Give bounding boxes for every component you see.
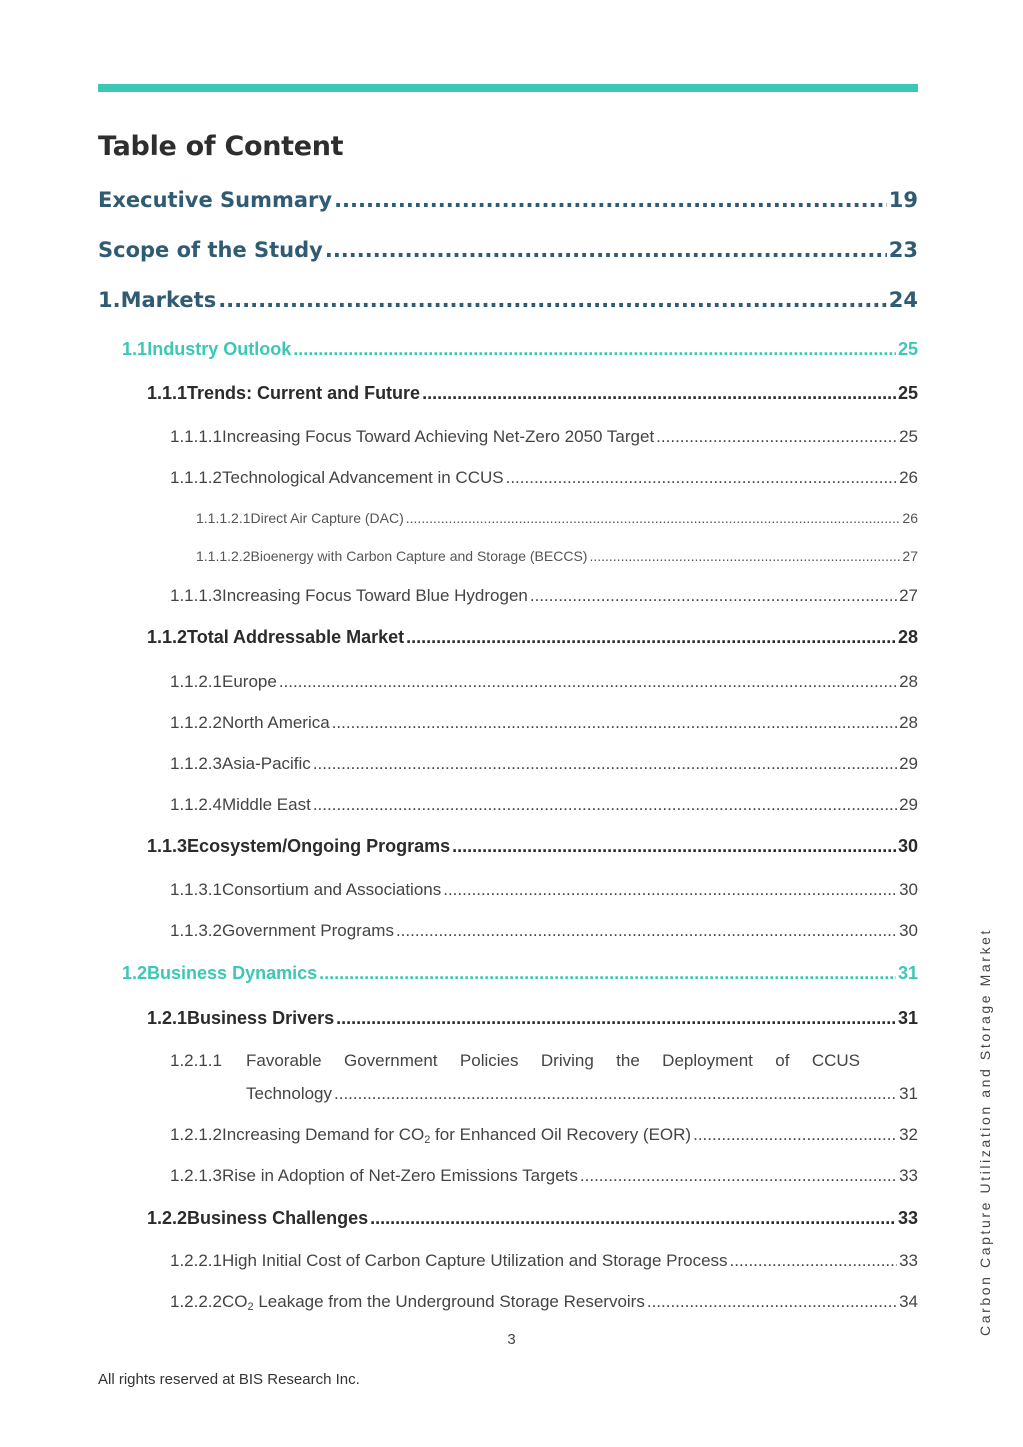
toc-leader-dots (336, 1008, 896, 1029)
toc-entry-number: 1.1.1.3 (170, 586, 222, 605)
toc-entry-page: 28 (899, 713, 918, 732)
toc-entry-high-initial-cost[interactable] (170, 1251, 918, 1271)
toc-word: CCUS (811, 1051, 860, 1070)
toc-entry-business-challenges[interactable] (147, 1208, 918, 1229)
toc-entry-number: 1.2.2.1 (170, 1251, 222, 1270)
toc-text-part: Leakage from the Underground Storage Reservoirs (253, 1292, 645, 1311)
toc-entry-europe[interactable] (170, 672, 918, 692)
toc-entry-middle-east[interactable] (170, 795, 918, 815)
toc-entry-co2-demand-eor[interactable] (170, 1125, 918, 1146)
toc-entry-page: 23 (888, 238, 918, 262)
toc-entry-business-dynamics[interactable] (122, 963, 918, 984)
toc-leader-dots (218, 288, 887, 312)
toc-entry-text: Business Drivers (187, 1008, 335, 1028)
toc-text-part: CO (222, 1292, 248, 1311)
toc-entry-text: Scope of the Study (98, 238, 323, 262)
toc-entry-number: 1.1.2.2 (170, 713, 222, 732)
toc-entry-page: 26 (899, 468, 918, 487)
toc-entry-text: Increasing Focus Toward Blue Hydrogen (222, 586, 528, 605)
toc-entry-page: 31 (899, 1084, 918, 1103)
toc-word: Policies (459, 1051, 519, 1070)
toc-entry-page: 27 (902, 548, 918, 564)
toc-leader-dots (406, 627, 896, 648)
toc-leader-dots (580, 1166, 897, 1186)
toc-entry-text: Ecosystem/Ongoing Programs (187, 836, 451, 856)
subscript: 2 (247, 1301, 254, 1313)
top-accent-bar (98, 84, 918, 92)
toc-entry-page: 33 (899, 1166, 918, 1185)
toc-entry-markets[interactable] (98, 288, 918, 312)
toc-entry-text (222, 1292, 645, 1313)
toc-word: Favorable (246, 1051, 322, 1070)
toc-entry-page: 28 (897, 627, 918, 647)
toc-entry-number: 1.1.2.4 (170, 795, 222, 814)
toc-word: Driving (540, 1051, 594, 1070)
toc-entry-number: 1.1.2.3 (170, 754, 222, 773)
toc-entry-net-zero-adoption[interactable] (170, 1166, 918, 1186)
toc-entry-text: Technological Advancement in CCUS (222, 468, 504, 487)
toc-entry-page: 28 (899, 672, 918, 691)
toc-entry-page: 25 (897, 383, 918, 403)
toc-entry-page: 29 (899, 795, 918, 814)
toc-leader-dots (293, 339, 896, 360)
toc-entry-dac[interactable] (196, 510, 918, 526)
toc-entry-page: 30 (899, 880, 918, 899)
toc-entry-number: 1.1.1.1 (170, 427, 222, 446)
toc-entry-number: 1.2.1 (147, 1008, 188, 1028)
toc-entry-number: 1.2.1.2 (170, 1125, 222, 1144)
toc-leader-dots (647, 1292, 897, 1312)
toc-entry-text: Bioenergy with Carbon Capture and Storage (BECCS) (250, 548, 588, 564)
toc-entry-page: 31 (897, 963, 918, 983)
toc-entry-text: Business Challenges (187, 1208, 369, 1228)
toc-entry-text: Middle East (222, 795, 311, 814)
toc-entry-text: Consortium and Associations (222, 880, 442, 899)
toc-entry-net-zero-focus[interactable] (170, 427, 918, 447)
toc-leader-dots (313, 795, 897, 815)
toc-entry-number: 1.1.3 (147, 836, 188, 856)
toc-entry-number: 1.1.3.2 (170, 921, 222, 940)
toc-leader-dots (332, 713, 897, 733)
toc-entry-number: 1.1.1.2 (170, 468, 222, 487)
toc-entry-ecosystem[interactable] (147, 836, 918, 857)
toc-entry-blue-hydrogen[interactable] (170, 586, 918, 606)
toc-entry-page: 26 (902, 510, 918, 526)
toc-word: Government (343, 1051, 438, 1070)
toc-entry-consortium[interactable] (170, 880, 918, 900)
toc-entry-text: Total Addressable Market (187, 627, 405, 647)
toc-leader-dots (406, 510, 901, 526)
toc-entry-beccs[interactable] (196, 548, 918, 564)
toc-entry-north-america[interactable] (170, 713, 918, 733)
toc-entry-text: High Initial Cost of Carbon Capture Utilization and Storage Process (222, 1251, 728, 1270)
toc-entry-executive-summary[interactable] (98, 188, 918, 212)
subscript: 2 (424, 1134, 431, 1146)
side-report-title: Carbon Capture Utilization and Storage Market (977, 927, 993, 1336)
toc-entry-page: 33 (899, 1251, 918, 1270)
toc-leader-dots (279, 672, 897, 692)
toc-leader-dots (319, 963, 896, 984)
toc-entry-text: Increasing Focus Toward Achieving Net-Zero 2050 Target (222, 427, 655, 446)
toc-entry-number: 1.2.1.1 (170, 1051, 222, 1070)
toc-entry-number: 1.2.2.2 (170, 1292, 222, 1311)
toc-entry-number: 1.1.2 (147, 627, 188, 647)
toc-leader-dots (443, 880, 897, 900)
toc-word: Deployment (662, 1051, 753, 1070)
toc-entry-page: 19 (888, 188, 918, 212)
toc-entry-page: 30 (899, 921, 918, 940)
toc-entry-tam[interactable] (147, 627, 918, 648)
footer-copyright: All rights reserved at BIS Research Inc. (98, 1371, 360, 1388)
toc-entry-scope-of-study[interactable] (98, 238, 918, 262)
toc-entry-number: 1.1.1.2.2 (196, 548, 251, 564)
toc-leader-dots (313, 754, 897, 774)
toc-entry-text (222, 1125, 691, 1146)
toc-entry-text: Markets (120, 288, 217, 312)
toc-entry-number: 1.2 (122, 963, 148, 983)
toc-entry-number: 1. (98, 288, 121, 312)
toc-entry-government-programs[interactable] (170, 921, 918, 941)
toc-leader-dots (656, 427, 897, 447)
toc-entry-text-line2 (246, 1084, 918, 1104)
toc-entry-business-drivers[interactable] (147, 1008, 918, 1029)
toc-entry-number: 1.2.2 (147, 1208, 188, 1228)
toc-entry-text-line1 (246, 1051, 860, 1071)
toc-entry-page: 33 (897, 1208, 918, 1228)
toc-leader-dots (693, 1125, 897, 1145)
toc-word: the (616, 1051, 640, 1070)
toc-entry-page: 27 (899, 586, 918, 605)
toc-entry-text: North America (222, 713, 330, 732)
toc-entry-text: Trends: Current and Future (187, 383, 421, 403)
toc-entry-page: 34 (899, 1292, 918, 1311)
toc-entry-tech-advancement[interactable] (170, 468, 918, 488)
toc-leader-dots (452, 836, 896, 857)
toc-entry-page: 25 (899, 427, 918, 446)
toc-entry-number: 1.1 (122, 339, 148, 359)
toc-leader-dots (589, 548, 900, 564)
toc-entry-text: Business Dynamics (147, 963, 318, 983)
toc-leader-dots (730, 1251, 898, 1271)
toc-leader-dots (396, 921, 897, 941)
toc-entry-text: Industry Outlook (147, 339, 292, 359)
toc-entry-trends[interactable] (147, 383, 918, 404)
toc-entry-text: Asia-Pacific (222, 754, 311, 773)
toc-entry-text: Government Programs (222, 921, 394, 940)
toc-entry-text: Executive Summary (98, 188, 333, 212)
page-number: 3 (507, 1331, 516, 1348)
toc-entry-number: 1.2.1.3 (170, 1166, 222, 1185)
toc-entry-number: 1.1.2.1 (170, 672, 222, 691)
toc-text-part: Increasing Demand for CO (222, 1125, 425, 1144)
page-title: Table of Content (98, 131, 344, 162)
toc-entry-text: Direct Air Capture (DAC) (250, 510, 404, 526)
toc-entry-asia-pacific[interactable] (170, 754, 918, 774)
toc-entry-text: Technology (246, 1084, 333, 1103)
toc-entry-page: 29 (899, 754, 918, 773)
toc-leader-dots (370, 1208, 896, 1229)
toc-entry-number: 1.1.1 (147, 383, 188, 403)
toc-entry-page: 32 (899, 1125, 918, 1144)
toc-word: of (775, 1051, 790, 1070)
toc-entry-number: 1.1.1.2.1 (196, 510, 251, 526)
toc-entry-text: Europe (222, 672, 277, 691)
toc-entry-page: 25 (897, 339, 918, 359)
toc-leader-dots (530, 586, 897, 606)
toc-leader-dots (334, 1084, 897, 1104)
toc-entry-page: 31 (897, 1008, 918, 1028)
toc-entry-industry-outlook[interactable] (122, 339, 918, 360)
toc-entry-page: 24 (888, 288, 918, 312)
toc-leader-dots (422, 383, 896, 404)
toc-leader-dots (325, 238, 887, 262)
toc-entry-text: Rise in Adoption of Net-Zero Emissions Targets (222, 1166, 578, 1185)
toc-text-part: for Enhanced Oil Recovery (EOR) (430, 1125, 692, 1144)
toc-entry-number: 1.1.3.1 (170, 880, 222, 899)
toc-leader-dots (506, 468, 897, 488)
toc-leader-dots (334, 188, 887, 212)
toc-entry-co2-leakage[interactable] (170, 1292, 918, 1313)
toc-entry-page: 30 (897, 836, 918, 856)
